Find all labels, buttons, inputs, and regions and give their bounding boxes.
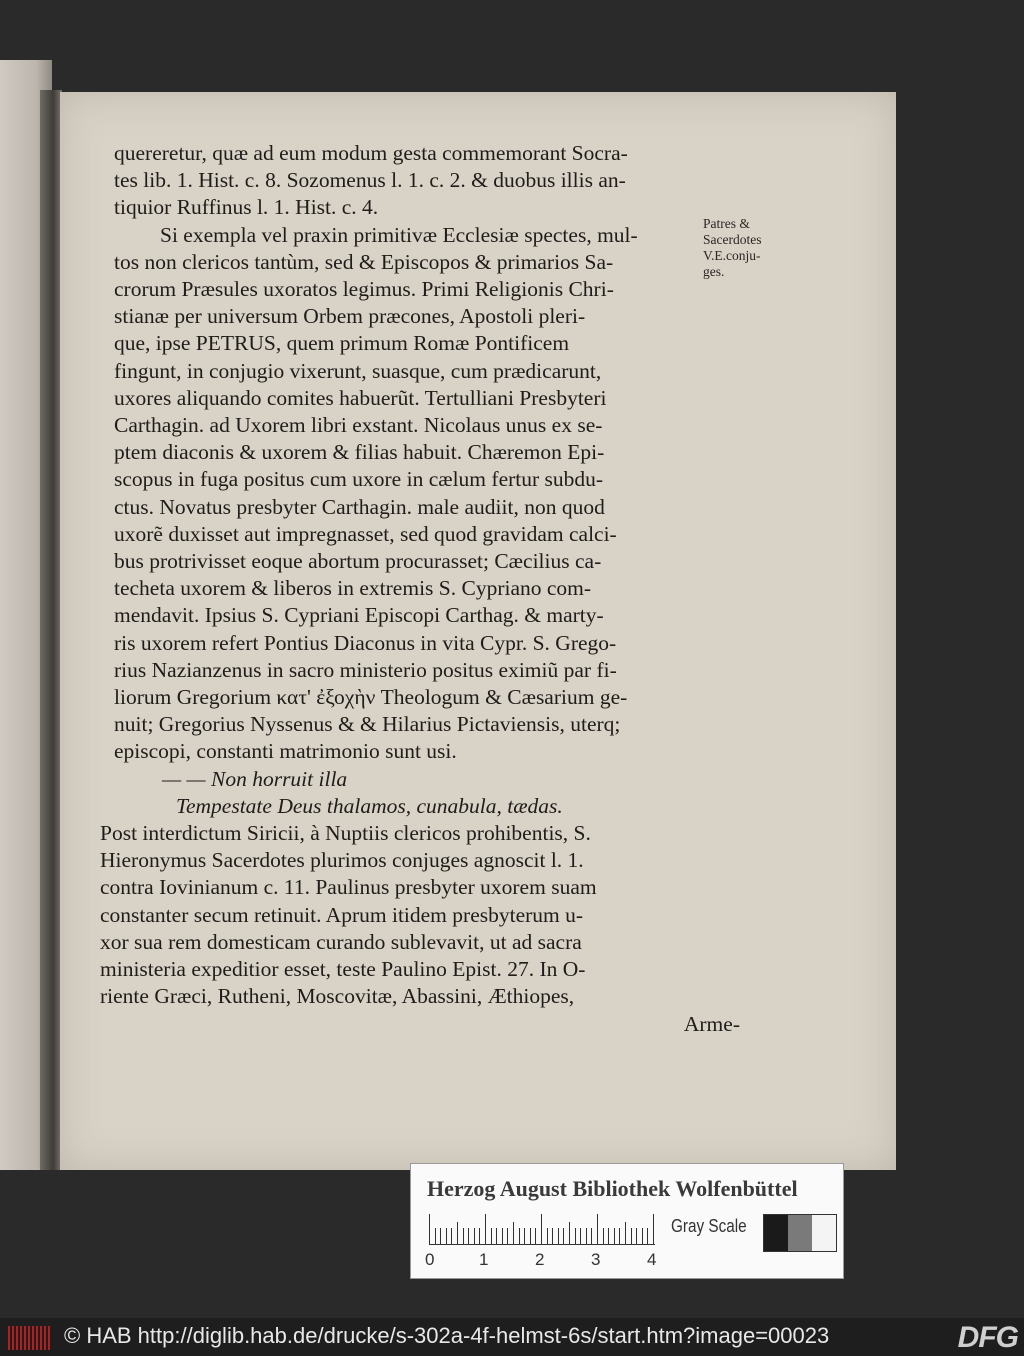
footer-bar [0,1318,1024,1356]
library-color-card [410,1163,844,1279]
ruler-tick [535,1228,536,1244]
gray-scale-label: Gray Scale [671,1216,747,1236]
ruler-tick [619,1228,620,1244]
text-line: fingunt, in conjugio vixerunt, suasque, cum prædicarunt, [114,358,602,383]
ruler-tick [468,1228,469,1244]
text-line: Si exempla vel praxin primitivæ Ecclesiæ spectes, mul- [160,222,638,247]
ruler-tick [547,1228,548,1244]
marginal-line: ges. [703,264,725,279]
text-line: Arme- [683,1011,740,1036]
ruler-tick [575,1228,576,1244]
ruler-tick [608,1228,609,1244]
library-name: Herzog August Bibliothek Wolfenbüttel [427,1176,798,1201]
text-line: uxores aliquando comites habuerũt. Tertulliani Presbyteri [114,385,607,410]
footer-copyright: © HAB http://diglib.hab.de/drucke/s-302a-4f-helmst-6s/start.htm?image=00023 [64,1323,830,1348]
ruler-tick [580,1228,581,1244]
page-text [100,140,754,1038]
ruler-tick [519,1228,520,1244]
text-line: stianæ per universum Orbem præcones, Apostoli pleri- [114,304,586,329]
gray-swatch [812,1215,836,1251]
ruler-tick [631,1228,632,1244]
ruler-tick [625,1222,626,1244]
text-line: riente Græci, Rutheni, Moscovitæ, Abassini, Æthiopes, [100,984,575,1009]
text-line: crorum Præsules uxoratos legimus. Primi Religionis Chri- [114,277,614,302]
ruler-tick [502,1228,503,1244]
ruler-tick [496,1228,497,1244]
text-line: ris uxorem refert Pontius Diaconus in vita Cypr. S. Grego- [114,630,617,655]
ruler-number: 4 [647,1250,657,1269]
text-line: mendavit. Ipsius S. Cypriani Episcopi Carthag. & marty- [114,603,604,628]
text-line: rius Nazianzenus in sacro ministerio positus eximiũ par fi- [114,657,617,682]
ruler-number: 1 [479,1250,489,1269]
ruler-tick [491,1228,492,1244]
text-line: Tempestate Deus thalamos, cunabula, tædas. [176,793,563,818]
text-line: que, ipse PETRUS, quem primum Romæ Pontificem [114,331,570,356]
ruler-number: 2 [535,1250,545,1269]
ruler-tick [597,1214,598,1244]
ruler-numbers [425,1250,665,1270]
ruler-tick [507,1228,508,1244]
text-line: quereretur, quæ ad eum modum gesta commemorant Socra- [114,141,628,165]
text-line: scopus in fuga positus cum uxore in cælum fertur subdu- [114,467,604,492]
text-line: Hieronymus Sacerdotes plurimos conjuges agnoscit l. 1. [100,848,584,873]
text-line: nuit; Gregorius Nyssenus & & Hilarius Pictaviensis, uterq; [114,712,621,737]
gray-scale-swatches [763,1214,837,1252]
marginal-note [703,216,803,280]
ruler-tick [463,1228,464,1244]
marginal-line: V.E.conju- [703,248,761,263]
ruler-tick [479,1228,480,1244]
ruler-tick [435,1228,436,1244]
ruler-tick [541,1214,542,1244]
ruler-scale [429,1214,655,1245]
text-line: xor sua rem domesticam curando sublevavit, ut ad sacra [100,929,582,954]
text-line: contra Iovinianum c. 11. Paulinus presbyter uxorem suam [100,875,597,900]
ruler-tick [457,1222,458,1244]
text-line: tos non clericos tantùm, sed & Episcopos & primarios Sa- [114,249,614,274]
ruler-tick [524,1228,525,1244]
ruler-tick [513,1222,514,1244]
ruler-tick [636,1228,637,1244]
ruler-number: 3 [591,1250,601,1269]
text-line: liorum Gregorium κατ' ἐξοχὴν Theologum & Cæsarium ge- [114,685,628,710]
gray-swatch [788,1215,812,1251]
scanned-page [60,92,896,1170]
ruler-tick [603,1228,604,1244]
ruler-tick [446,1228,447,1244]
ruler-tick [485,1214,486,1244]
text-line: uxorẽ duxisset aut impregnasset, sed quod gravidam calci- [114,521,617,546]
ruler-tick [642,1228,643,1244]
ruler-tick [558,1228,559,1244]
barcode-icon [8,1326,50,1350]
marginal-line: Sacerdotes [703,232,762,247]
text-line: constanter secum retinuit. Aprum itidem presbyterum u- [100,902,584,927]
text-line: tes lib. 1. Hist. c. 8. Sozomenus l. 1. c. 2. & duobus illis an- [114,168,626,193]
ruler-tick [586,1228,587,1244]
text-line: ministeria expeditior esset, teste Paulino Epist. 27. In O- [100,957,586,982]
ruler-tick [614,1228,615,1244]
dfg-logo: DFG [957,1321,1018,1354]
marginal-line: Patres & [703,216,750,231]
ruler-tick [653,1214,654,1244]
ruler-tick [474,1228,475,1244]
gray-swatch [764,1215,788,1251]
ruler-tick [440,1228,441,1244]
ruler-tick [429,1214,430,1244]
ruler-tick [451,1228,452,1244]
ruler-tick [552,1228,553,1244]
book-binding [40,90,62,1170]
ruler-tick [569,1222,570,1244]
ruler-number: 0 [425,1250,435,1269]
ruler-tick [563,1228,564,1244]
text-line: techeta uxorem & liberos in extremis S. Cypriano com- [114,576,592,601]
text-line: Post interdictum Siricii, à Nuptiis clericos prohibentis, S. [100,821,591,846]
ruler-tick [530,1228,531,1244]
text-line: ctus. Novatus presbyter Carthagin. male audiit, non quod [114,494,605,519]
text-line: ptem diaconis & uxorem & filias habuit. Chæremon Epi- [114,440,605,465]
text-line: tiquior Ruffinus l. 1. Hist. c. 4. [114,195,379,220]
text-line: episcopi, constanti matrimonio sunt usi. [114,739,457,764]
ruler-tick [591,1228,592,1244]
text-line: Carthagin. ad Uxorem libri exstant. Nicolaus unus ex se- [114,413,603,438]
text-line: — — Non horruit illa [162,766,348,791]
text-line: bus protrivisset eoque abortum procurasset; Cæcilius ca- [114,549,602,574]
ruler-tick [647,1228,648,1244]
